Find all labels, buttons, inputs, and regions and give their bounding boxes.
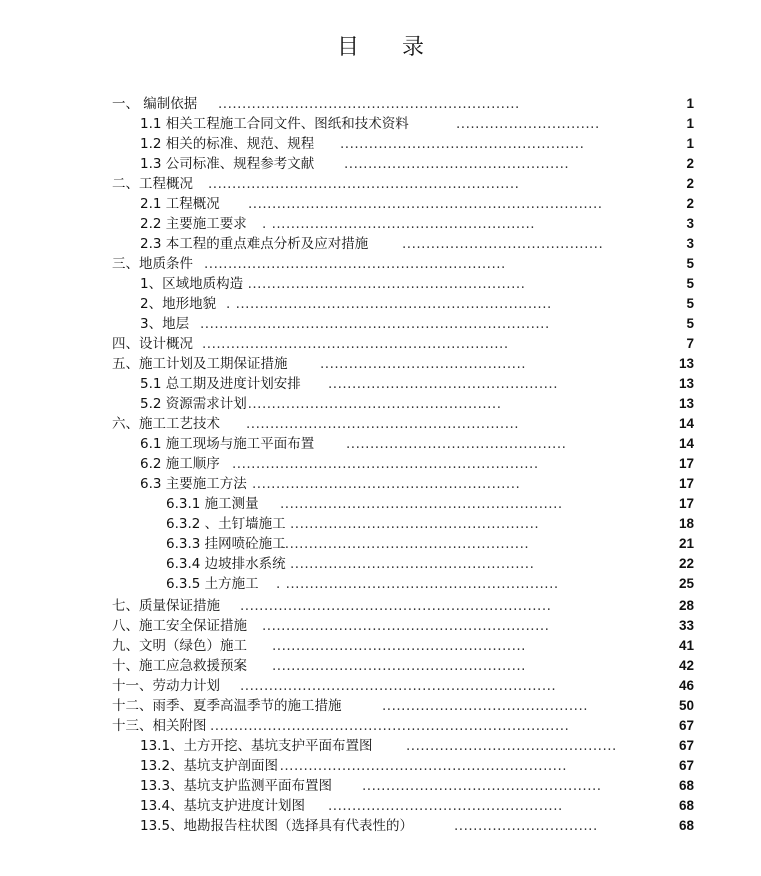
toc-entry-label: 13.1、土方开挖、基坑支护平面布置图 bbox=[140, 738, 373, 754]
toc-entry-leader: ................................................... bbox=[290, 556, 535, 572]
toc-entry-label: 2.3 本工程的重点难点分析及应对措施 bbox=[140, 236, 369, 252]
toc-entry-page-number: 3 bbox=[686, 236, 694, 251]
toc-entry-page-number: 33 bbox=[678, 618, 694, 633]
toc-entry-leader: ................................................... bbox=[340, 136, 585, 152]
toc-entry-leader: .............................. bbox=[454, 818, 598, 834]
toc-entry-label: 6.3.1 施工测量 bbox=[166, 496, 259, 512]
toc-entry-label: 1.2 相关的标准、规范、规程 bbox=[140, 136, 315, 152]
toc-entry-label: 一、 编制依据 bbox=[112, 96, 198, 112]
toc-entry-page-number: 14 bbox=[678, 416, 694, 431]
toc-entry-label: 13.3、基坑支护监测平面布置图 bbox=[140, 778, 333, 794]
toc-entry-leader: . ..................................................... bbox=[238, 396, 502, 412]
toc-entry-page-number: 1 bbox=[686, 116, 694, 131]
toc-entry-page-number: 42 bbox=[678, 658, 694, 673]
toc-entry-page-number: 13 bbox=[678, 396, 694, 411]
toc-entry-page-number: 1 bbox=[686, 136, 694, 151]
toc-entry-leader: ................................................. bbox=[328, 798, 563, 814]
toc-entry-leader: ................................................ bbox=[328, 376, 558, 392]
toc-entry-leader: ............................................................ bbox=[262, 618, 550, 634]
toc-entry-label: 五、施工计划及工期保证措施 bbox=[112, 356, 288, 372]
page-title: 目 录 bbox=[337, 35, 442, 60]
toc-entry-leader: ............................................... bbox=[344, 156, 570, 172]
toc-entry-page-number: 41 bbox=[678, 638, 694, 653]
toc-entry-label: 6.1 施工现场与施工平面布置 bbox=[140, 436, 315, 452]
toc-entry-page-number: 50 bbox=[678, 698, 694, 713]
toc-entry-page-number: 5 bbox=[686, 316, 694, 331]
toc-entry-page-number: 13 bbox=[678, 376, 694, 391]
toc-entry-label: 2.1 工程概况 bbox=[140, 196, 220, 212]
toc-entry-label: 四、设计概况 bbox=[112, 336, 193, 352]
toc-entry-label: 九、文明（绿色）施工 bbox=[112, 638, 247, 654]
toc-entry-leader: ............................................................... bbox=[218, 96, 520, 112]
toc-entry-leader: .................................................... bbox=[280, 536, 530, 552]
toc-entry-label: 二、工程概况 bbox=[112, 176, 193, 192]
toc-entry-page-number: 22 bbox=[678, 556, 694, 571]
toc-entry-page-number: 67 bbox=[678, 738, 694, 753]
toc-entry-label: 5.2 资源需求计划 bbox=[140, 396, 247, 412]
toc-entry-leader: ................................................................ bbox=[202, 336, 509, 352]
toc-entry-page-number: 7 bbox=[686, 336, 694, 351]
toc-entry-label: 1.1 相关工程施工合同文件、图纸和技术资料 bbox=[140, 116, 409, 132]
toc-entry-label: 2.2 主要施工要求 bbox=[140, 216, 247, 232]
toc-entry-page-number: 68 bbox=[678, 778, 694, 793]
toc-entry-leader: . .......................................................... bbox=[238, 276, 526, 292]
toc-entry-page-number: 2 bbox=[686, 176, 694, 191]
toc-entry-label: 6.3.5 土方施工 bbox=[166, 576, 259, 592]
toc-entry-leader: ..................................................... bbox=[272, 638, 526, 654]
toc-entry-label: 三、地质条件 bbox=[112, 256, 193, 272]
toc-entry-label: 6.3.3 挂网喷砼施工 bbox=[166, 536, 286, 552]
toc-entry-leader: .................................................. bbox=[362, 778, 602, 794]
toc-entry-leader: . ............................................................ bbox=[270, 758, 568, 774]
toc-entry-leader: ..................................................... bbox=[272, 658, 526, 674]
toc-entry-leader: ................................................................. bbox=[240, 598, 552, 614]
toc-entry-label: 6.3 主要施工方法 bbox=[140, 476, 247, 492]
toc-entry-page-number: 67 bbox=[678, 718, 694, 733]
toc-entry-leader: ................................................................ bbox=[232, 456, 539, 472]
toc-entry-leader: ......................................................................... bbox=[200, 316, 550, 332]
toc-entry-leader: ......................................................... bbox=[246, 416, 520, 432]
toc-entry-page-number: 21 bbox=[678, 536, 694, 551]
toc-entry-leader: . .................................................................. bbox=[226, 296, 552, 312]
toc-entry-page-number: 2 bbox=[686, 156, 694, 171]
toc-entry-leader: .......................................................................... bbox=[248, 196, 603, 212]
toc-entry-page-number: 2 bbox=[686, 196, 694, 211]
toc-entry-leader: .............................. bbox=[456, 116, 600, 132]
toc-entry-page-number: 28 bbox=[678, 598, 694, 613]
toc-entry-page-number: 5 bbox=[686, 256, 694, 271]
toc-entry-label: 13.2、基坑支护剖面图 bbox=[140, 758, 279, 774]
toc-entry-page-number: 68 bbox=[678, 818, 694, 833]
toc-entry-label: 3、地层 bbox=[140, 316, 190, 332]
toc-entry-label: 1.3 公司标准、规程参考文献 bbox=[140, 156, 315, 172]
toc-entry-page-number: 17 bbox=[678, 456, 694, 471]
toc-entry-page-number: 17 bbox=[678, 476, 694, 491]
toc-entry-leader: ........................................................... bbox=[280, 496, 563, 512]
toc-entry-page-number: 5 bbox=[686, 276, 694, 291]
toc-entry-leader: ........................................... bbox=[382, 698, 589, 714]
toc-entry-page-number: 46 bbox=[678, 678, 694, 693]
toc-entry-label: 6.3.4 边坡排水系统 bbox=[166, 556, 286, 572]
toc-entry-page-number: 3 bbox=[686, 216, 694, 231]
toc-entry-page-number: 67 bbox=[678, 758, 694, 773]
toc-entry-label: 13.4、基坑支护进度计划图 bbox=[140, 798, 306, 814]
toc-entry-page-number: 25 bbox=[678, 576, 694, 591]
toc-entry-leader: .................................................... bbox=[290, 516, 540, 532]
toc-entry-leader: ................................................................. bbox=[208, 176, 520, 192]
toc-entry-page-number: 13 bbox=[678, 356, 694, 371]
toc-entry-label: 十二、雨季、夏季高温季节的施工措施 bbox=[112, 698, 342, 714]
toc-entry-label: 七、质量保证措施 bbox=[112, 598, 220, 614]
toc-entry-leader: .............................................. bbox=[346, 436, 567, 452]
toc-entry-label: 十、施工应急救援预案 bbox=[112, 658, 247, 674]
toc-entry-leader: ............................................ bbox=[406, 738, 617, 754]
toc-entry-leader: . ....................................................... bbox=[262, 216, 536, 232]
toc-entry-page-number: 18 bbox=[678, 516, 694, 531]
toc-entry-leader: .................................................................. bbox=[240, 678, 557, 694]
toc-entry-leader: ........................................................................... bbox=[210, 718, 570, 734]
toc-entry-label: 2、地形地貌 bbox=[140, 296, 217, 312]
toc-entry-page-number: 5 bbox=[686, 296, 694, 311]
toc-entry-page-number: 17 bbox=[678, 496, 694, 511]
toc-entry-label: 13.5、地勘报告柱状图（选择具有代表性的） bbox=[140, 818, 414, 834]
toc-entry-label: 八、施工安全保证措施 bbox=[112, 618, 247, 634]
toc-entry-label: 六、施工工艺技术 bbox=[112, 416, 220, 432]
toc-entry-label: 6.2 施工顺序 bbox=[140, 456, 220, 472]
toc-entry-leader: . ......................................................... bbox=[276, 576, 559, 592]
toc-entry-leader: ........................................................ bbox=[252, 476, 521, 492]
toc-entry-label: 十三、相关附图 bbox=[112, 718, 207, 734]
toc-entry-leader: .......................................... bbox=[402, 236, 604, 252]
toc-entry-page-number: 68 bbox=[678, 798, 694, 813]
toc-entry-leader: ............................................................... bbox=[204, 256, 506, 272]
toc-entry-leader: ........................................... bbox=[320, 356, 527, 372]
toc-entry-label: 5.1 总工期及进度计划安排 bbox=[140, 376, 301, 392]
toc-entry-page-number: 14 bbox=[678, 436, 694, 451]
toc-entry-label: 1、区域地质构造 bbox=[140, 276, 244, 292]
toc-entry-label: 6.3.2 、土钉墙施工 bbox=[166, 516, 286, 532]
toc-entry-label: 十一、劳动力计划 bbox=[112, 678, 220, 694]
toc-entry-page-number: 1 bbox=[686, 96, 694, 111]
